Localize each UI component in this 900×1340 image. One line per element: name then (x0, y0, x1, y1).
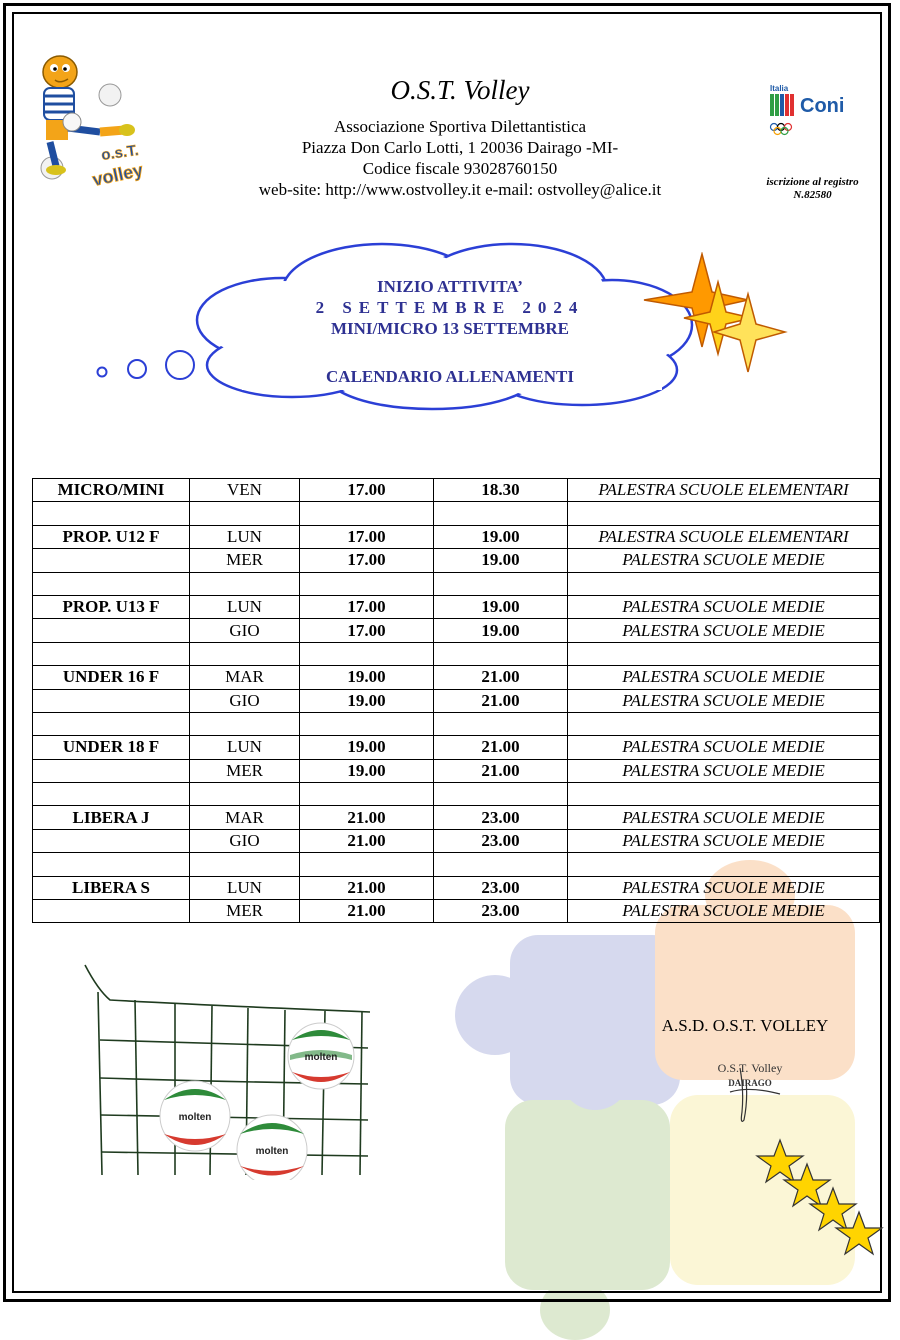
venue-cell: PALESTRA SCUOLE MEDIE (568, 806, 880, 829)
end-time-cell (434, 712, 568, 735)
venue-cell: PALESTRA SCUOLE MEDIE (568, 619, 880, 642)
venue-cell: PALESTRA SCUOLE MEDIE (568, 595, 880, 618)
coni-text: Coni (800, 95, 845, 117)
sparkle-stars-icon (640, 252, 790, 377)
day-cell: LUN (190, 736, 300, 759)
start-time-cell: 17.00 (300, 549, 434, 572)
volleyball-net-image (80, 960, 380, 1180)
stamp-club-name: O.S.T. Volley (717, 1061, 783, 1075)
activity-start-date: 2 SETTEMBRE 2024 (315, 298, 585, 317)
table-row (33, 502, 880, 525)
team-cell: PROP. U12 F (33, 525, 190, 548)
team-cell: LIBERA S (33, 876, 190, 899)
end-time-cell: 19.00 (434, 595, 568, 618)
team-cell (33, 549, 190, 572)
venue-cell: PALESTRA SCUOLE MEDIE (568, 549, 880, 572)
start-time-cell (300, 853, 434, 876)
table-row (33, 736, 880, 759)
table-row (33, 549, 880, 572)
club-mascot-logo (30, 50, 170, 200)
registry-label: iscrizione al registro (766, 176, 859, 188)
day-cell: VEN (190, 479, 300, 502)
table-row (33, 479, 880, 502)
club-header (200, 74, 720, 200)
club-stamp-signature (700, 1050, 800, 1128)
end-time-cell: 21.00 (434, 689, 568, 712)
table-row (33, 900, 880, 923)
club-tax-code: Codice fiscale 93028760150 (362, 159, 558, 178)
start-time-cell (300, 783, 434, 806)
start-time-cell (300, 712, 434, 735)
venue-cell (568, 712, 880, 735)
training-schedule-table (32, 478, 880, 923)
table-row (33, 712, 880, 735)
table-row (33, 853, 880, 876)
gold-stars-icon (755, 1138, 895, 1268)
team-cell (33, 900, 190, 923)
day-cell: GIO (190, 619, 300, 642)
team-cell (33, 829, 190, 852)
team-cell (33, 619, 190, 642)
registry-note (745, 176, 880, 202)
end-time-cell: 23.00 (434, 806, 568, 829)
start-time-cell (300, 642, 434, 665)
volleyball-icon (288, 1023, 354, 1089)
team-cell: MICRO/MINI (33, 479, 190, 502)
start-time-cell: 21.00 (300, 806, 434, 829)
start-time-cell: 21.00 (300, 900, 434, 923)
ball-brand-1: molten (304, 1052, 338, 1063)
table-row (33, 806, 880, 829)
start-time-cell: 17.00 (300, 595, 434, 618)
day-cell: MAR (190, 806, 300, 829)
table-row (33, 876, 880, 899)
venue-cell (568, 853, 880, 876)
start-time-cell (300, 502, 434, 525)
table-row (33, 689, 880, 712)
table-row (33, 572, 880, 595)
table-row (33, 829, 880, 852)
start-time-cell: 17.00 (300, 479, 434, 502)
end-time-cell (434, 783, 568, 806)
day-cell: MER (190, 759, 300, 782)
volleyball-icon (237, 1115, 307, 1180)
end-time-cell (434, 572, 568, 595)
table-row (33, 642, 880, 665)
olympic-rings-icon (771, 124, 792, 135)
start-time-cell: 19.00 (300, 689, 434, 712)
team-cell: UNDER 18 F (33, 736, 190, 759)
end-time-cell (434, 853, 568, 876)
venue-cell: PALESTRA SCUOLE MEDIE (568, 736, 880, 759)
club-name: O.S.T. Volley (390, 75, 530, 105)
mini-micro-start: MINI/MICRO 13 SETTEMBRE (330, 319, 570, 338)
end-time-cell: 19.00 (434, 619, 568, 642)
day-cell: LUN (190, 876, 300, 899)
team-cell (33, 642, 190, 665)
end-time-cell (434, 502, 568, 525)
team-cell (33, 689, 190, 712)
start-time-cell: 19.00 (300, 759, 434, 782)
end-time-cell: 18.30 (434, 479, 568, 502)
schedule-heading: CALENDARIO ALLENAMENTI (326, 367, 574, 386)
mascot-text-volley: volley (90, 159, 145, 190)
team-cell (33, 572, 190, 595)
table-row (33, 595, 880, 618)
club-type: Associazione Sportiva Dilettantistica (333, 117, 587, 136)
start-time-cell: 17.00 (300, 525, 434, 548)
end-time-cell: 23.00 (434, 876, 568, 899)
club-contacts: web-site: http://www.ostvolley.it e-mail: ostvolley@alice.it (258, 180, 662, 199)
volleyball-icon (160, 1081, 230, 1151)
start-time-cell: 17.00 (300, 619, 434, 642)
team-cell (33, 712, 190, 735)
venue-cell: PALESTRA SCUOLE MEDIE (568, 829, 880, 852)
venue-cell: PALESTRA SCUOLE MEDIE (568, 689, 880, 712)
start-time-cell (300, 572, 434, 595)
venue-cell: PALESTRA SCUOLE MEDIE (568, 666, 880, 689)
start-time-cell: 19.00 (300, 736, 434, 759)
announcement-text (250, 276, 650, 387)
end-time-cell: 23.00 (434, 900, 568, 923)
venue-cell: PALESTRA SCUOLE MEDIE (568, 759, 880, 782)
start-time-cell: 21.00 (300, 829, 434, 852)
day-cell (190, 502, 300, 525)
venue-cell (568, 642, 880, 665)
day-cell: LUN (190, 595, 300, 618)
team-cell: PROP. U13 F (33, 595, 190, 618)
start-time-cell: 21.00 (300, 876, 434, 899)
end-time-cell: 21.00 (434, 759, 568, 782)
mascot-text-ost: o.s.T. (100, 141, 140, 164)
venue-cell (568, 783, 880, 806)
table-row (33, 666, 880, 689)
ball-brand-3: molten (255, 1146, 289, 1157)
venue-cell (568, 502, 880, 525)
table-row (33, 759, 880, 782)
team-cell (33, 783, 190, 806)
activity-start-heading: INIZIO ATTIVITA’ (377, 277, 523, 296)
venue-cell: PALESTRA SCUOLE ELEMENTARI (568, 525, 880, 548)
venue-cell: PALESTRA SCUOLE ELEMENTARI (568, 479, 880, 502)
day-cell: MER (190, 549, 300, 572)
stamp-town: DAIRAGO (728, 1078, 772, 1088)
ball-brand-2: molten (178, 1112, 212, 1123)
end-time-cell (434, 642, 568, 665)
team-cell: LIBERA J (33, 806, 190, 829)
end-time-cell: 21.00 (434, 736, 568, 759)
day-cell (190, 853, 300, 876)
coni-logo (768, 82, 868, 142)
day-cell: GIO (190, 829, 300, 852)
day-cell (190, 572, 300, 595)
end-time-cell: 19.00 (434, 549, 568, 572)
registry-number: N.82580 (793, 189, 832, 201)
table-row (33, 619, 880, 642)
signature-label: A.S.D. O.S.T. VOLLEY (661, 1016, 829, 1035)
end-time-cell: 21.00 (434, 666, 568, 689)
day-cell: LUN (190, 525, 300, 548)
day-cell (190, 783, 300, 806)
table-row (33, 783, 880, 806)
coni-italia-text: Italia (770, 84, 789, 93)
venue-cell: PALESTRA SCUOLE MEDIE (568, 876, 880, 899)
day-cell: GIO (190, 689, 300, 712)
club-address: Piazza Don Carlo Lotti, 1 20036 Dairago -MI- (301, 138, 619, 157)
end-time-cell: 19.00 (434, 525, 568, 548)
table-row (33, 525, 880, 548)
team-cell (33, 759, 190, 782)
venue-cell: PALESTRA SCUOLE MEDIE (568, 900, 880, 923)
venue-cell (568, 572, 880, 595)
schedule-body (33, 479, 880, 923)
day-cell (190, 712, 300, 735)
day-cell: MAR (190, 666, 300, 689)
team-cell (33, 502, 190, 525)
team-cell (33, 853, 190, 876)
team-cell: UNDER 16 F (33, 666, 190, 689)
day-cell (190, 642, 300, 665)
end-time-cell: 23.00 (434, 829, 568, 852)
start-time-cell: 19.00 (300, 666, 434, 689)
day-cell: MER (190, 900, 300, 923)
